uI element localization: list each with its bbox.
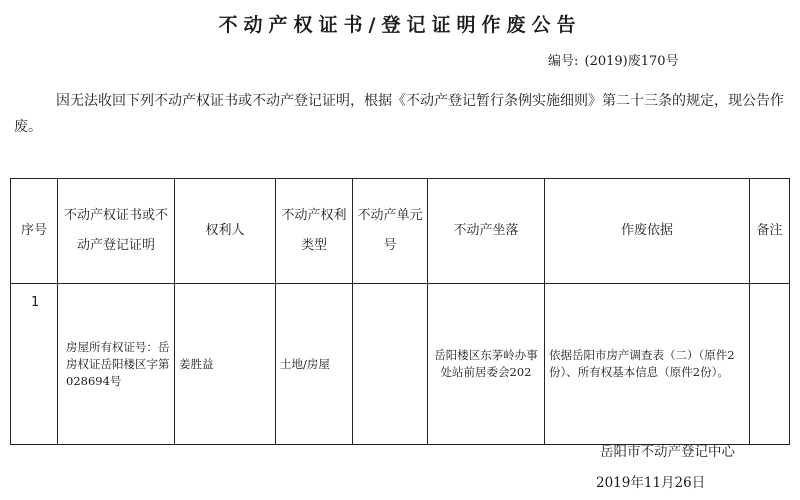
issuing-organization: 岳阳市不动产登记中心: [600, 444, 735, 460]
cell-seq: 1: [11, 284, 58, 445]
column-header-cert: 不动产权证书或不动产登记证明: [58, 179, 175, 284]
cell-cert: 房屋所有权证号：岳房权证岳阳楼区字第028694号: [58, 284, 175, 445]
column-header-basis: 作废依据: [545, 179, 750, 284]
column-header-location: 不动产坐落: [428, 179, 545, 284]
column-header-holder: 权利人: [175, 179, 276, 284]
cell-basis: 依据岳阳市房产调查表（二）（原件2份）、所有权基本信息（原件2份）。: [545, 284, 750, 445]
document-number-value: (2019)废170号: [584, 54, 679, 69]
column-header-unit-no: 不动产单元号: [353, 179, 428, 284]
intro-paragraph: 因无法收回下列不动产权证书或不动产登记证明，根据《不动产登记暂行条例实施细则》第二十三条的规定，现公告作废。: [14, 93, 784, 135]
document-number: [548, 50, 681, 69]
page-title: 不动产权证书/登记证明作废公告: [218, 14, 582, 36]
cell-right-type: 土地/房屋: [276, 284, 353, 445]
document-number-label: 编号:: [548, 54, 579, 69]
void-certificate-table: [10, 178, 790, 445]
column-header-right-type: 不动产权利类型: [276, 179, 353, 284]
issue-date: 2019年11月26日: [596, 475, 706, 491]
cell-unit-no: [353, 284, 428, 445]
cell-location: 岳阳楼区东茅岭办事处站前居委会202: [428, 284, 545, 445]
column-header-seq: 序号: [11, 179, 58, 284]
table-row: [11, 284, 790, 445]
column-header-remark: 备注: [750, 179, 790, 284]
cell-holder: 姜胜益: [175, 284, 276, 445]
cell-remark: [750, 284, 790, 445]
table-header-row: [11, 179, 790, 284]
